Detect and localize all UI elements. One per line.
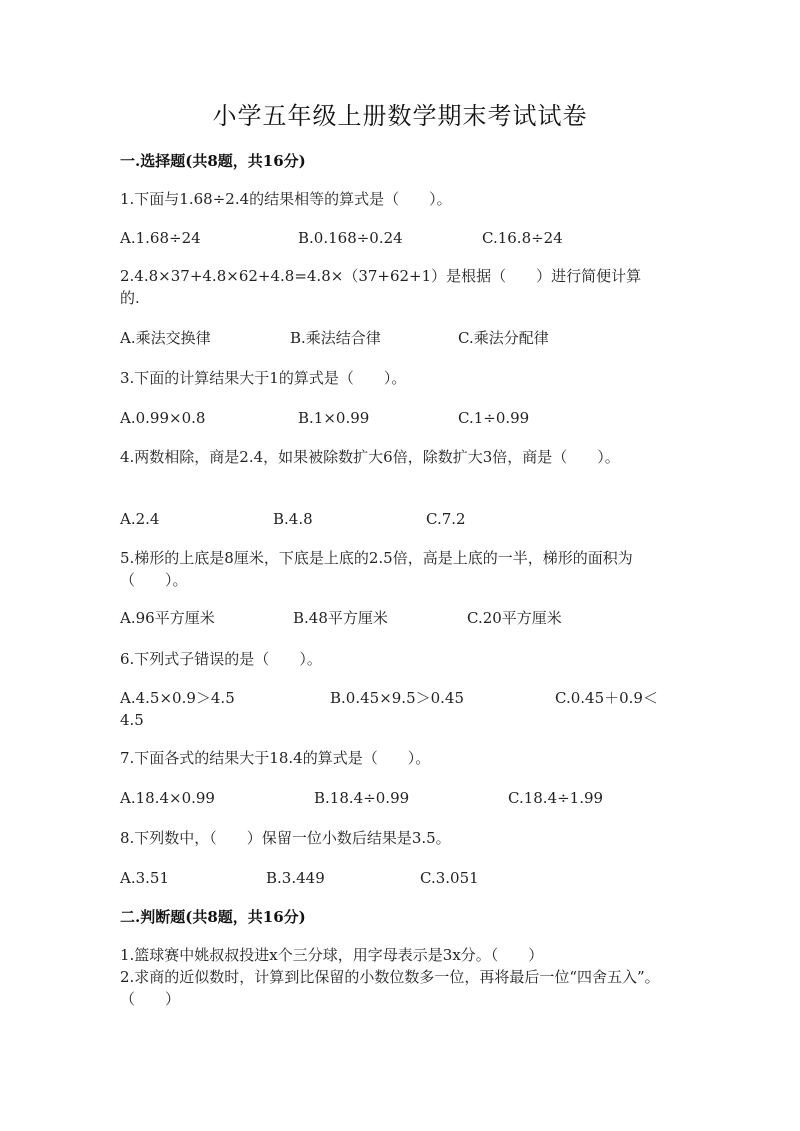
option-a: A.1.68÷24 [120, 229, 201, 247]
option-a: A.2.4 [120, 510, 160, 528]
option-c-continued: 4.5 [120, 711, 144, 729]
option-a: A.0.99×0.8 [120, 409, 206, 427]
option-b: B.0.168÷0.24 [298, 229, 403, 247]
option-b: B.1×0.99 [298, 409, 370, 427]
option-a: A.4.5×0.9＞4.5 [120, 689, 235, 707]
question-text: 1.下面与1.68÷2.4的结果相等的算式是（ ）。 [120, 190, 452, 208]
option-a: A.96平方厘米 [120, 609, 215, 627]
question-text: 2.求商的近似数时，计算到比保留的小数位数多一位，再将最后一位“四舍五入”。（ ） [120, 968, 660, 1008]
option-c: C.3.051 [420, 869, 479, 887]
question-text: 2.4.8×37+4.8×62+4.8=4.8×（37+62+1）是根据（ ）进行简便计算的. [120, 267, 642, 307]
option-c: C.1÷0.99 [458, 409, 530, 427]
question-text: 6.下列式子错误的是（ ）。 [120, 650, 322, 668]
option-b: B.乘法结合律 [290, 329, 381, 347]
question-text: 1.篮球赛中姚叔叔投进x个三分球，用字母表示是3x分。（ ） [120, 946, 544, 964]
option-b: B.3.449 [266, 869, 325, 887]
page-title: 小学五年级上册数学期末考试试卷 [212, 102, 588, 130]
option-a: A.18.4×0.99 [120, 789, 215, 807]
option-c: C.0.45＋0.9＜ [555, 689, 658, 707]
section-heading: 一.选择题(共8题，共16分) [120, 152, 306, 170]
section-heading: 二.判断题(共8题，共16分) [120, 908, 306, 926]
option-c: C.18.4÷1.99 [508, 789, 604, 807]
option-b: B.18.4÷0.99 [314, 789, 410, 807]
option-row [120, 687, 680, 731]
option-a: A.3.51 [120, 869, 169, 887]
question-text: 8.下列数中，（ ）保留一位小数后结果是3.5。 [120, 829, 451, 847]
question-text: 3.下面的计算结果大于1的算式是（ ）。 [120, 369, 407, 387]
option-c: C.20平方厘米 [467, 609, 562, 627]
option-c: C.乘法分配律 [458, 329, 549, 347]
question-text: 7.下面各式的结果大于18.4的算式是（ ）。 [120, 749, 431, 767]
option-a: A.乘法交换律 [120, 329, 211, 347]
option-b: B.0.45×9.5＞0.45 [330, 689, 465, 707]
option-c: C.7.2 [426, 510, 466, 528]
option-c: C.16.8÷24 [482, 229, 563, 247]
question-text: 5.梯形的上底是8厘米，下底是上底的2.5倍，高是上底的一半，梯形的面积为（ ）。 [120, 549, 633, 589]
question-text: 4.两数相除，商是2.4，如果被除数扩大6倍，除数扩大3倍，商是（ ）。 [120, 448, 620, 466]
option-b: B.4.8 [273, 510, 313, 528]
option-b: B.48平方厘米 [293, 609, 388, 627]
